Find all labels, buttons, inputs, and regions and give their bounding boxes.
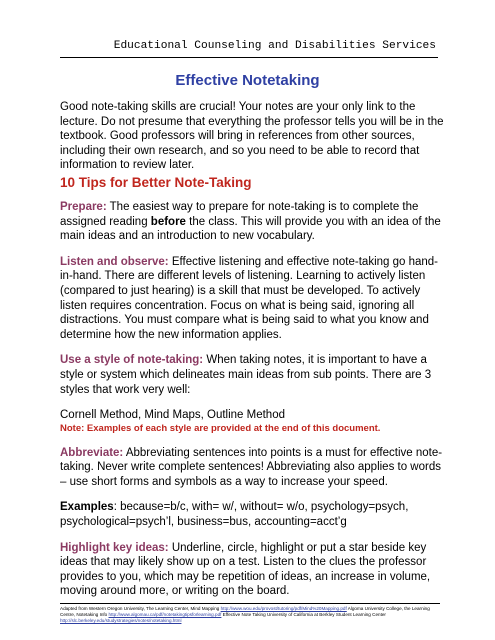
footer-text-3: Effective Note Taking University of California at Berkley Student Learning Center [221,612,386,618]
highlight-paragraph [60,541,445,599]
prepare-emphasis: before [150,215,186,228]
examples-lead: Examples [60,501,114,514]
listen-lead: Listen and observe: [60,255,169,268]
style-note-paragraph [60,423,445,435]
footer-link-algoma[interactable]: http://www.algomau.ca/pdf/notetakingtipsforlearning.pdf [108,612,222,618]
abbreviate-lead: Abbreviate: [60,446,124,459]
footer-text-1: Adapted from Western Oregon University, The Learning Center, Mind Mapping [60,606,221,611]
listen-paragraph [60,255,445,343]
examples-paragraph [60,500,445,529]
page-footer [60,603,440,625]
examples-text: : because=b/c, with= w/, without= w/o, psychology=psych, psychological=psych’l, business=bus, accounting=acct’g [60,501,409,529]
header-divider [60,57,438,58]
style-paragraph [60,353,445,397]
document-title: Effective Notetaking [175,72,320,89]
document-body [60,100,445,610]
abbreviate-paragraph [60,446,445,490]
abbreviate-text: Abbreviating sentences into points is a must for effective note-taking. Never write complete sentences! Abbreviating also applies to words – use short forms and symbols as a way to increase your speed. [60,446,443,488]
prepare-paragraph [60,200,445,244]
footer-link-berkeley[interactable]: http://slc.berkeley.edu/studystrategies/notes/notetaking.html [60,618,182,624]
intro-paragraph: Good note-taking skills are crucial! Your notes are your only link to the lecture. Do not presume that everything the professor tells you will be in the textbook. Good professors will bring in references from other sources, including their own research, and so you need to be able to record that information to review later. [60,101,444,172]
page-header: Educational Counseling and Disabilities Services [113,40,436,52]
highlight-lead: Highlight key ideas: [60,541,169,554]
footer-text-2: Algoma University College, the Learning Centre, Notetaking Info [60,606,430,618]
prepare-text-before: The easiest way to prepare for note-taking is to complete the assigned reading [60,200,419,228]
footer-link-mind-mapping[interactable]: http://www.wou.edu/provost/tutoring/pdf/Mind%20Mapping.pdf [220,606,347,611]
tips-heading: 10 Tips for Better Note-Taking [60,174,252,190]
style-note: Note: Examples of each style are provided at the end of this document. [60,422,381,434]
style-text: When taking notes, it is important to have a style or system which delineates main ideas from sub points. There are 3 styles that work very well: [60,354,432,396]
prepare-lead: Prepare: [60,200,107,213]
prepare-text-after: the class. This will provide you with an idea of the main ideas and an introduction to new vocabulary. [60,215,441,243]
style-methods: Cornell Method, Mind Maps, Outline Method [60,409,285,422]
style-lead: Use a style of note-taking: [60,354,204,367]
highlight-text: Underline, circle, highlight or put a star beside key ideas that may likely show up on a test. Listen to the clues the professor provides to you, which may be repetition of ideas, an increase in volume, moving around more, or writing on the board. [60,541,431,598]
listen-text: Effective listening and effective note-taking go hand-in-hand. There are different levels of listening. Learning to actively listen (compared to just hearing) is a skill that must be developed. To actively listen requires concentration. Focus on what is being said, ignoring all distractions. You must compare what is being said to what you know and determine how the new information applies. [60,255,439,341]
